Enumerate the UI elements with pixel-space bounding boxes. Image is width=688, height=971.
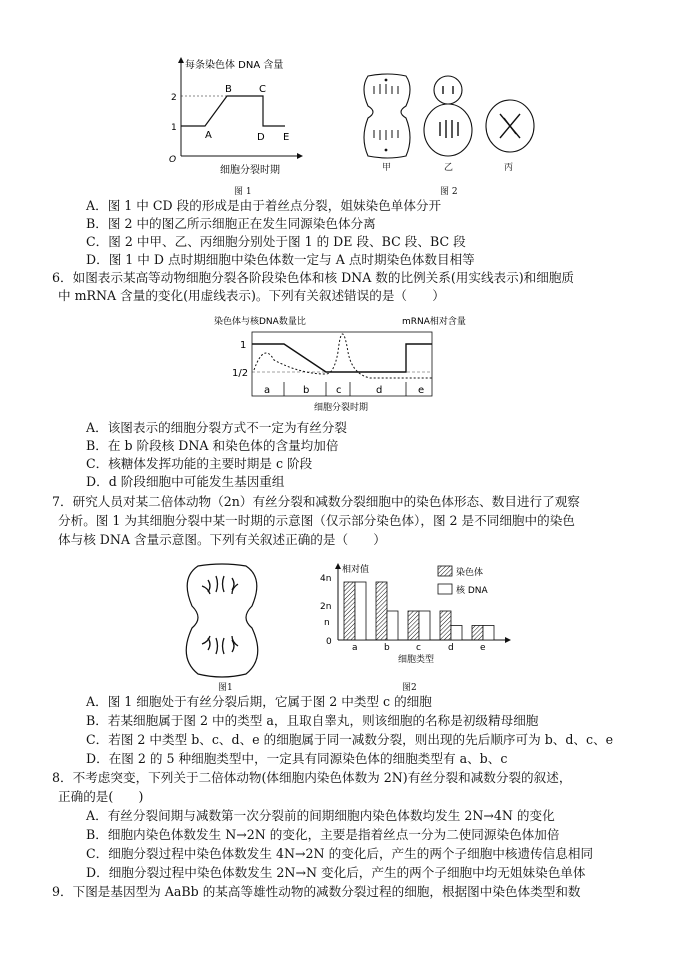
q5-graph-fig1 (165, 58, 325, 188)
q6-option-c: C．核糖体发挥功能的主要时期是 c 阶段 (86, 456, 313, 471)
q6-tick-half: 1/2 (232, 368, 249, 379)
q6-stem-1: 6．如图表示某高等动物细胞分裂各阶段染色体和核 DNA 数的比例关系(用实线表示)和细胞质 (52, 270, 575, 285)
q6-stage-e: e (418, 385, 425, 396)
q6-stage-d: d (376, 385, 383, 396)
q6-option-d: D．d 阶段细胞中可能发生基因重组 (86, 474, 285, 489)
q8-option-c: C．细胞分裂过程中染色体数发生 4N→2N 的变化后，产生的两个子细胞中核遗传信息相同 (86, 846, 594, 861)
cell-label-yi: 乙 (444, 163, 454, 173)
point-c: C (259, 84, 266, 95)
x-tick-e: e (480, 643, 486, 653)
q8-stem-2: 正确的是( ) (58, 789, 144, 804)
q7-stem-2: 分析。图 1 为其细胞分裂中某一时期的示意图（仅示部分染色体），图 2 是不同细胞中的染色 (58, 513, 575, 528)
q8-option-d: D．细胞分裂过程中染色体数发生 2N→N 变化后，产生的两个子细胞中均无姐妹染色单体 (86, 865, 586, 880)
point-b: B (225, 84, 232, 95)
x-tick-c: c (416, 643, 421, 653)
graph-ylabel: 每条染色体 DNA 含量 (185, 60, 284, 71)
q5-option-b: B．图 2 中的图乙所示细胞正在发生同源染色体分离 (86, 216, 376, 231)
tick-2: 2 (171, 93, 177, 103)
q5-option-d: D．图 1 中 D 点时期细胞中染色体数一定与 A 点时期染色体数目相等 (86, 252, 475, 267)
q6-option-a: A．该图表示的细胞分裂方式不一定为有丝分裂 (86, 420, 347, 435)
q7-option-c: C．若图 2 中类型 b、c、d、e 的细胞属于同一减数分裂，则出现的先后顺序可为 b、d、c、e (86, 732, 614, 747)
chart-tick-n: n (324, 618, 330, 628)
q6-option-b: B．在 b 阶段核 DNA 和染色体的含量均加倍 (86, 438, 339, 453)
q9-stem-1: 9．下图是基因型为 AaBb 的某高等雄性动物的减数分裂过程的细胞，根据图中染色体类型和数 (52, 884, 581, 899)
origin-label: O (169, 155, 177, 165)
point-d: D (257, 132, 265, 143)
caption-fig2-q5: 图 2 (440, 187, 458, 197)
bar-dna-a (355, 582, 366, 640)
q8-stem-1: 8．不考虑突变，下列关于二倍体动物(体细胞内染色体数为 2N)有丝分裂和减数分裂的叙述， (52, 770, 572, 785)
chart-tick-0: 0 (326, 637, 332, 647)
point-a: A (205, 130, 212, 141)
legend-swatch-dna (438, 584, 452, 594)
chart-tick-4n: 4n (320, 574, 332, 584)
bar-chrom-c (408, 611, 419, 640)
q7-stem-1: 7．研究人员对某二倍体动物（2n）有丝分裂和减数分裂细胞中的染色体形态、数目进行了观察 (52, 494, 580, 509)
bar-dna-e (483, 626, 494, 641)
legend-swatch-chrom (438, 566, 452, 576)
q6-stem-2: 中 mRNA 含量的变化(用虚线表示)。下列有关叙述错误的是（ ） (58, 288, 445, 303)
cell-label-bing: 丙 (504, 163, 514, 173)
q8-option-b: B．细胞内染色体数发生 N→2N 的变化，主要是指着丝点一分为二使同源染色体加倍 (86, 827, 560, 842)
q8-option-a: A．有丝分裂间期与减数第一次分裂前的间期细胞内染色体数均发生 2N→4N 的变化 (86, 808, 555, 823)
bar-chrom-d (440, 611, 451, 640)
chart-ylabel: 相对值 (342, 565, 370, 575)
q7-cell-fig1 (172, 562, 272, 680)
x-tick-d: d (448, 643, 454, 653)
q7-option-a: A．图 1 细胞处于有丝分裂后期，它属于图 2 中类型 c 的细胞 (86, 694, 432, 709)
q6-tick-1: 1 (240, 340, 247, 351)
q6-figure (210, 312, 470, 422)
q7-bar-chart-fig2 (318, 562, 558, 665)
q6-left-label: 染色体与核DNA数量比 (214, 317, 306, 327)
q5-option-c: C．图 2 中甲、乙、丙细胞分别处于图 1 的 DE 段、BC 段、BC 段 (86, 234, 466, 249)
q7-option-d: D．在图 2 的 5 种细胞类型中，一定具有同源染色体的细胞类型有 a、b、c (86, 751, 508, 766)
q7-stem-3: 体与核 DNA 含量示意图。下列有关叙述正确的是（ ） (58, 532, 386, 547)
q6-stage-b: b (303, 385, 310, 396)
bar-chrom-e (472, 626, 483, 641)
bar-dna-b (387, 611, 398, 640)
caption-fig1-q5: 图 1 (234, 187, 252, 197)
tick-1: 1 (171, 123, 177, 133)
cell-label-jia: 甲 (382, 163, 392, 173)
x-tick-a: a (352, 643, 358, 653)
point-e: E (283, 132, 290, 143)
q6-xlabel: 细胞分裂时期 (314, 403, 369, 413)
chart-tick-2n: 2n (320, 602, 332, 612)
bar-chrom-a (344, 582, 355, 640)
bar-dna-c (419, 611, 430, 640)
chart-xlabel: 细胞类型 (398, 655, 435, 665)
legend-chrom: 染色体 (456, 568, 484, 578)
x-tick-b: b (384, 643, 390, 653)
q5-option-a: A．图 1 中 CD 段的形成是由于着丝点分裂，姐妹染色单体分开 (86, 198, 442, 213)
graph-xlabel: 细胞分裂时期 (220, 165, 280, 176)
q7-option-b: B．若某细胞属于图 2 中的类型 a，且取自睾丸，则该细胞的名称是初级精母细胞 (86, 713, 539, 728)
bar-dna-d (451, 626, 462, 641)
q7-caption-fig2: 图2 (402, 683, 417, 693)
q6-stage-a: a (264, 385, 271, 396)
q6-right-label: mRNA相对含量 (402, 317, 466, 327)
legend-dna: 核 DNA (456, 586, 488, 596)
q7-caption-fig1: 图1 (218, 683, 233, 693)
bar-chrom-b (376, 582, 387, 640)
q6-stage-c: c (336, 385, 342, 396)
